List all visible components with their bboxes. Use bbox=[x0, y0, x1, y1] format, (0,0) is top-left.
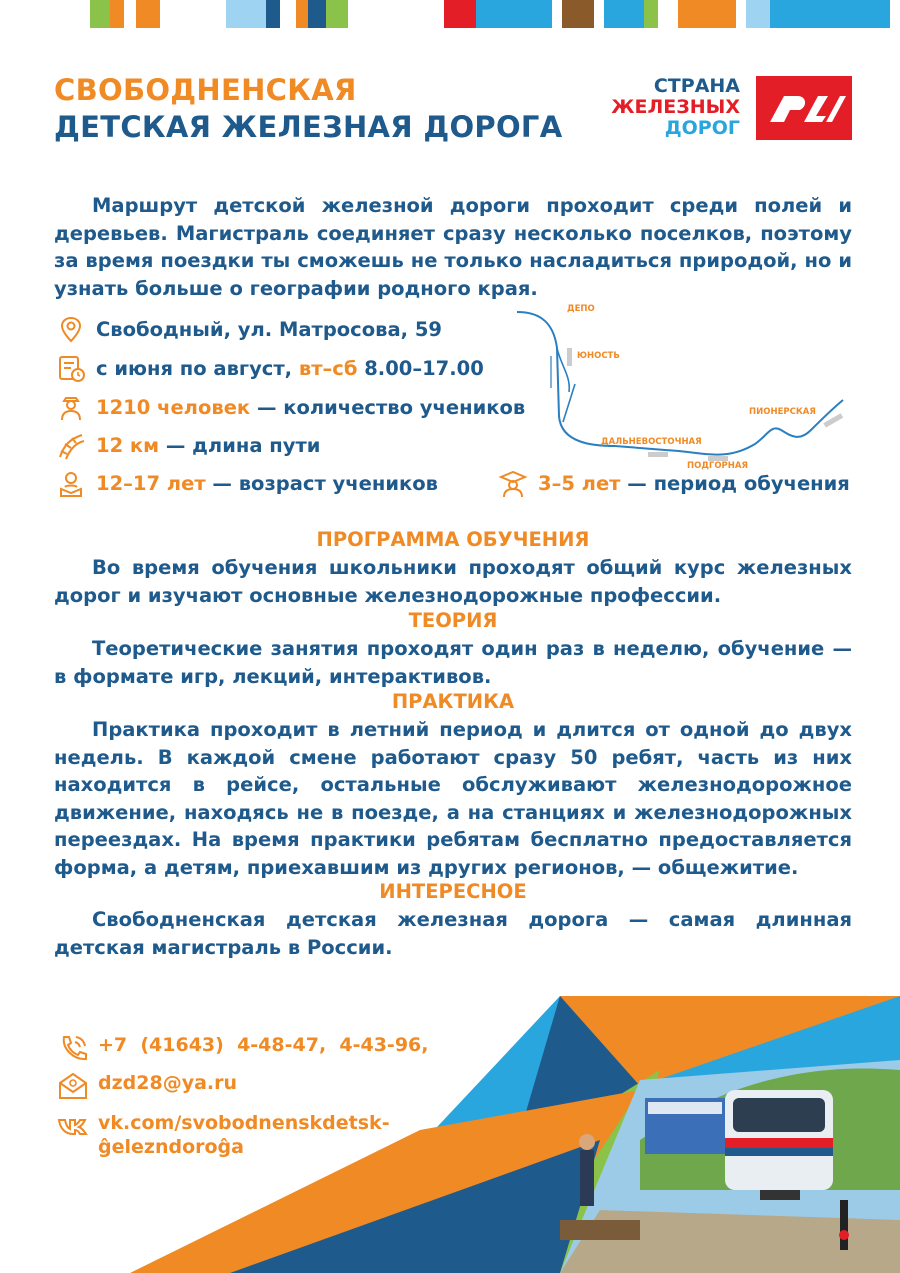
calendar-clock-icon bbox=[54, 354, 88, 384]
section-text-practice: Практика проходит в летний период и длится от одной до двух недель. В каждой смене работают сразу 50 ребят, часть из них находится в рейсе, остальные обслуживают железнодорожное движение, находясь не в поезде, а на станциях и железнодорожных переездах. На время практики ребятам бесплатно предоставляется форма, а детям, приехавшим из других регионов, — общежитие. bbox=[54, 718, 852, 879]
title-line-1: СВОБОДНЕНСКАЯ bbox=[54, 73, 357, 107]
station-dalnevostochnaya-marker bbox=[648, 452, 668, 457]
brand-line-3: ДОРОГ bbox=[664, 117, 740, 139]
route-map bbox=[505, 296, 860, 476]
intro-paragraph bbox=[54, 192, 852, 302]
schedule-hours: 8.00–17.00 bbox=[357, 357, 484, 380]
map-label-podgornaya: ПОДГОРНАЯ bbox=[687, 461, 749, 471]
vk-link-line-2: ĝelezndoroĝa bbox=[98, 1136, 244, 1158]
section-text-theory: Теоретические занятия проходят один раз в неделю, обучение — в формате игр, лекций, интерактивов. bbox=[54, 637, 852, 688]
station-yunost-marker bbox=[567, 348, 572, 366]
info-address bbox=[54, 315, 442, 345]
info-length bbox=[54, 431, 320, 461]
info-age bbox=[54, 469, 438, 499]
map-label-depot: ДЕПО bbox=[567, 304, 595, 314]
info-schedule bbox=[54, 354, 484, 384]
vk-icon bbox=[56, 1111, 90, 1141]
students-number: 1210 человек bbox=[96, 396, 251, 419]
student-icon bbox=[54, 469, 88, 499]
rail-track-icon bbox=[54, 431, 88, 461]
page-title bbox=[54, 72, 562, 146]
contact-vk[interactable] bbox=[56, 1111, 390, 1159]
intro-text: Маршрут детской железной дороги проходит среди полей и деревьев. Магистраль соединяет сразу несколько поселков, поэтому за время поездки ты сможешь не только насладиться природой, но и узнать больше о географии родного края. bbox=[54, 194, 852, 300]
map-label-dalnevostochnaya: ДАЛЬНЕВОСТОЧНАЯ bbox=[601, 437, 702, 447]
brand-line-2: ЖЕЛЕЗНЫХ bbox=[611, 96, 740, 118]
section-heading-interesting: ИНТЕРЕСНОЕ bbox=[379, 880, 527, 903]
section-heading-program: ПРОГРАММА ОБУЧЕНИЯ bbox=[316, 528, 590, 551]
phone-text: +7 (41643) 4-48-47, 4-43-96, bbox=[98, 1034, 429, 1056]
email-text: dzd28@ya.ru bbox=[98, 1072, 238, 1094]
location-pin-icon bbox=[54, 315, 88, 345]
map-label-pionerskaya: ПИОНЕРСКАЯ bbox=[749, 407, 816, 417]
length-number: 12 км bbox=[96, 434, 160, 457]
top-color-stripes bbox=[0, 0, 900, 28]
rzd-logo bbox=[756, 76, 852, 140]
route-line bbox=[517, 312, 843, 455]
title-line-2: ДЕТСКАЯ ЖЕЛЕЗНАЯ ДОРОГА bbox=[54, 110, 563, 144]
age-text: — возраст учеников bbox=[205, 472, 438, 495]
contact-phone[interactable] bbox=[56, 1033, 428, 1063]
map-label-yunost: ЮНОСТЬ bbox=[577, 351, 620, 361]
section-text-program: Во время обучения школьники проходят общий курс железных дорог и изучают основные железнодорожные профессии. bbox=[54, 556, 852, 607]
students-text: — количество учеников bbox=[250, 396, 526, 419]
address-text: Свободный, ул. Матросова, 59 bbox=[96, 318, 442, 341]
section-heading-practice: ПРАКТИКА bbox=[391, 690, 515, 713]
contact-email[interactable] bbox=[56, 1071, 237, 1101]
brand-line-1: СТРАНА bbox=[653, 75, 740, 97]
conductor-icon bbox=[54, 393, 88, 423]
brand-block bbox=[612, 76, 852, 142]
phone-icon bbox=[56, 1033, 90, 1063]
email-icon bbox=[56, 1071, 90, 1101]
age-number: 12–17 лет bbox=[96, 472, 206, 495]
vk-link-line-1: vk.com/svobodnenskdetsk- bbox=[98, 1112, 390, 1134]
period-text: — период обучения bbox=[620, 472, 850, 495]
schedule-days: вт–сб bbox=[298, 357, 358, 380]
brand-slogan bbox=[611, 76, 740, 139]
period-number: 3–5 лет bbox=[538, 472, 621, 495]
vk-link-block bbox=[98, 1111, 390, 1159]
section-heading-theory: ТЕОРИЯ bbox=[408, 609, 498, 632]
info-students bbox=[54, 393, 525, 423]
section-text-interesting: Свободненская детская железная дорога — самая длинная детская магистраль в России. bbox=[54, 908, 852, 959]
length-text: — длина пути bbox=[159, 434, 321, 457]
schedule-prefix: с июня по август, bbox=[96, 357, 299, 380]
